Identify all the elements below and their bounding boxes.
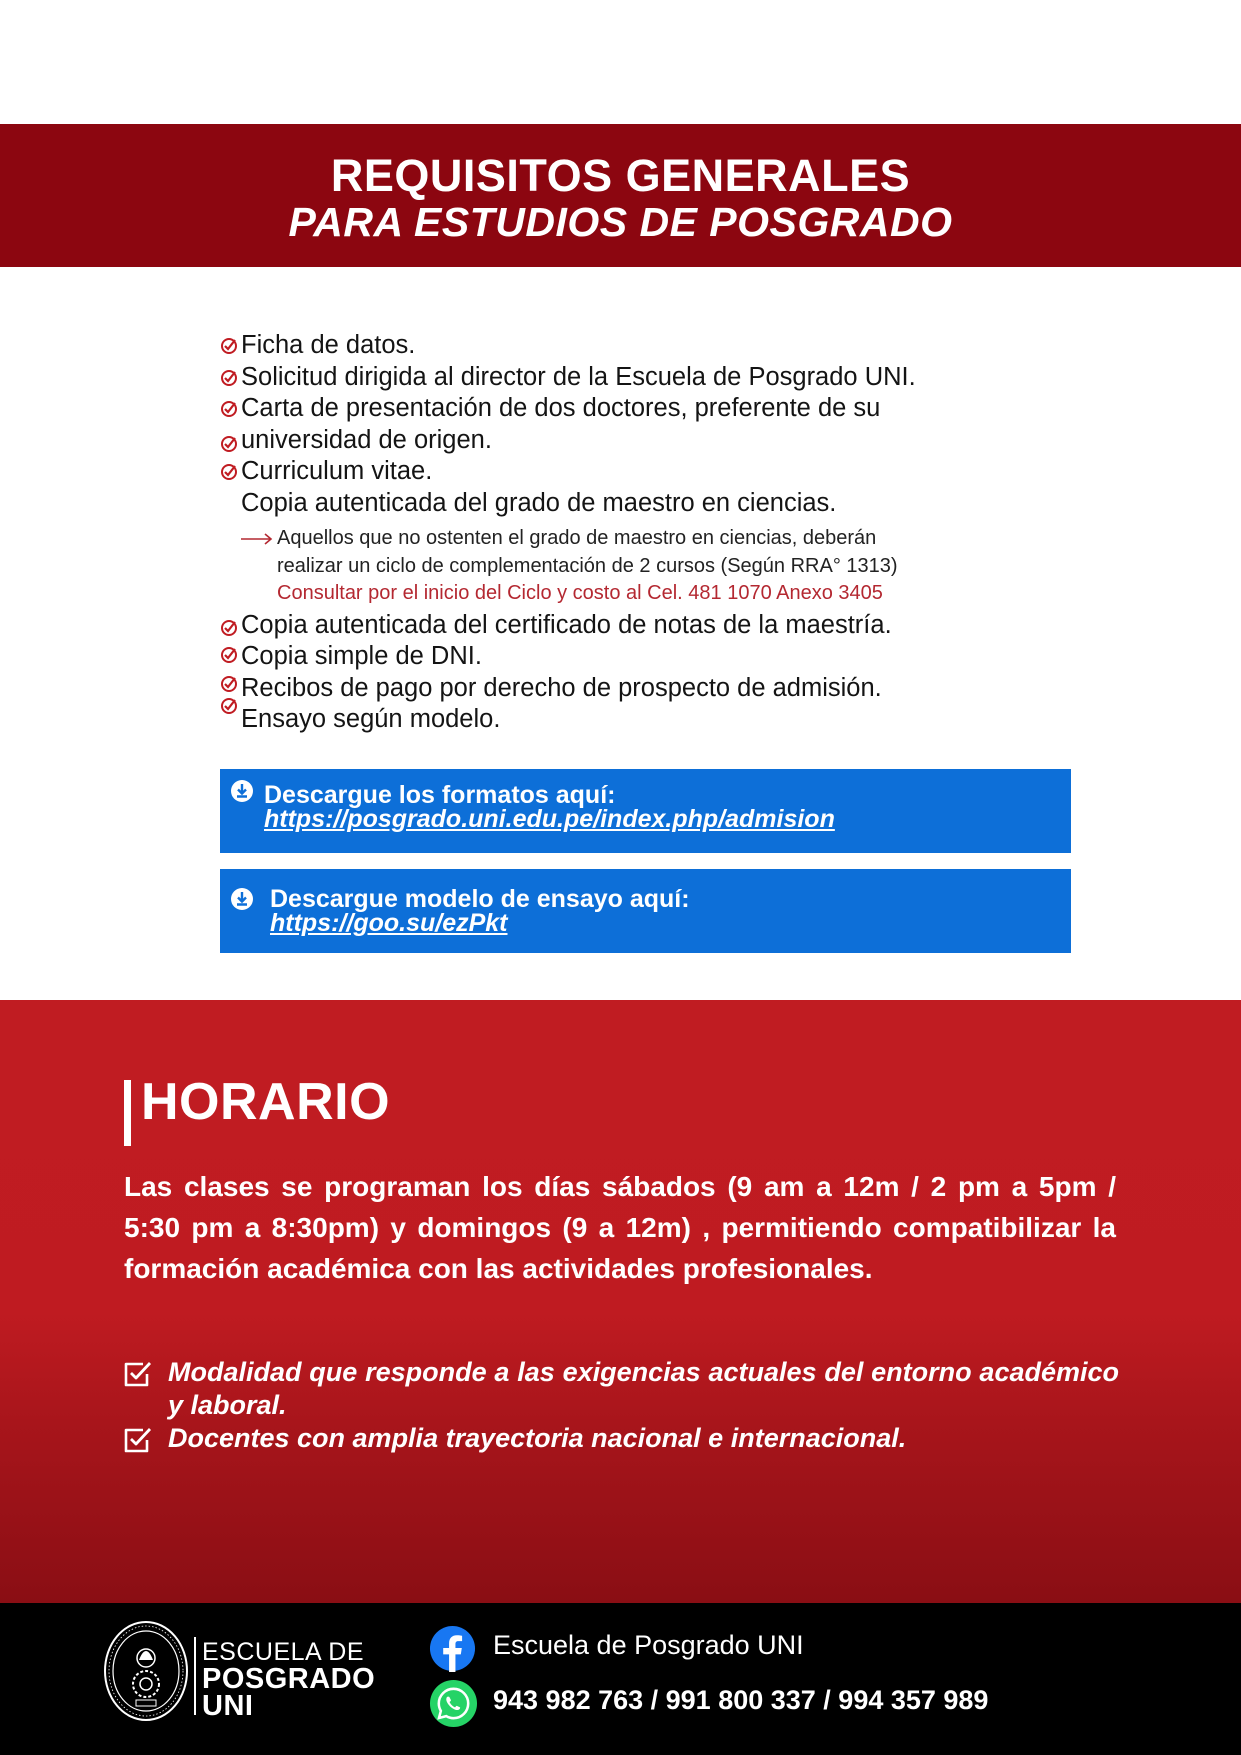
requirement-text: Curriculum vitae. bbox=[241, 457, 433, 485]
list-item bbox=[220, 704, 1080, 736]
check-icon bbox=[220, 619, 238, 637]
school-name-line: ESCUELA DE bbox=[202, 1638, 365, 1666]
logo-divider bbox=[194, 1637, 196, 1715]
schedule-text: (9 am a 12m / 2 pm a 5pm / 5:30 pm a 8:30pm) y bbox=[124, 1171, 1116, 1243]
list-item bbox=[220, 330, 1080, 362]
feature-text: Docentes con amplia trayectoria nacional e internacional. bbox=[168, 1423, 907, 1453]
download-formats-box[interactable] bbox=[220, 769, 1071, 853]
feature-item bbox=[121, 1422, 1119, 1455]
schedule-description bbox=[124, 1166, 1116, 1289]
download-essay-box[interactable] bbox=[220, 869, 1071, 953]
check-icon bbox=[220, 435, 238, 453]
arrow-icon bbox=[241, 533, 273, 545]
download-formats-link[interactable]: https://posgrado.uni.edu.pe/index.php/admision bbox=[264, 805, 835, 833]
school-name-line: UNI bbox=[202, 1690, 254, 1722]
footer bbox=[0, 1603, 1241, 1755]
note-line: Aquellos que no ostenten el grado de maestro en ciencias, deberán bbox=[277, 527, 877, 549]
requirement-text: Copia simple de DNI. bbox=[241, 642, 482, 670]
consult-info: Consultar por el inicio del Ciclo y costo al Cel. 481 1070 Anexo 3405 bbox=[277, 582, 883, 604]
feature-text: Modalidad que responde a las exigencias actuales del entorno académico y laboral. bbox=[168, 1357, 1119, 1420]
page-title: REQUISITOS GENERALES bbox=[330, 150, 911, 201]
requirement-text: Ficha de datos. bbox=[241, 331, 416, 359]
requirement-text: Copia autenticada del grado de maestro en ciencias. bbox=[241, 488, 837, 517]
facebook-page-name[interactable]: Escuela de Posgrado UNI bbox=[493, 1630, 804, 1660]
schedule-days-saturday: sábados bbox=[602, 1171, 716, 1202]
checkbox-check-icon bbox=[121, 1358, 153, 1390]
feature-item bbox=[121, 1356, 1119, 1422]
schedule-section bbox=[0, 1000, 1241, 1603]
schedule-text: (9 a 12m) , permitiendo compatibilizar la formación académica con las actividades profesionales. bbox=[124, 1212, 1116, 1284]
requirement-text: Recibos de pago por derecho de prospecto de admisión. bbox=[241, 673, 882, 702]
check-icon bbox=[220, 337, 238, 355]
requirement-text: Ensayo según modelo. bbox=[241, 705, 501, 733]
check-icon bbox=[220, 675, 238, 693]
list-item bbox=[220, 488, 1080, 520]
check-icon bbox=[220, 369, 238, 387]
check-icon bbox=[220, 463, 238, 481]
download-formats-label: Descargue los formatos aquí: bbox=[264, 781, 616, 809]
header-band bbox=[0, 124, 1241, 267]
list-item bbox=[220, 610, 1080, 642]
check-icon bbox=[220, 646, 238, 664]
list-item bbox=[220, 641, 1080, 673]
school-name-line: POSGRADO bbox=[202, 1663, 376, 1695]
check-icon bbox=[220, 400, 238, 418]
schedule-text: Las clases se programan los días bbox=[124, 1171, 603, 1202]
whatsapp-icon[interactable] bbox=[429, 1679, 478, 1728]
list-item bbox=[220, 393, 1080, 425]
requirement-text: Solicitud dirigida al director de la Escuela de Posgrado UNI. bbox=[241, 362, 916, 391]
whatsapp-numbers[interactable]: 943 982 763 / 991 800 337 / 994 357 989 bbox=[493, 1685, 989, 1715]
download-essay-link[interactable]: https://goo.su/ezPkt bbox=[270, 909, 508, 937]
download-icon bbox=[230, 887, 254, 911]
requirement-text: Copia autenticada del certificado de notas de la maestría. bbox=[241, 610, 892, 639]
page-subtitle: PARA ESTUDIOS DE POSGRADO bbox=[288, 199, 953, 245]
list-item bbox=[220, 425, 1080, 457]
requirement-text: Carta de presentación de dos doctores, preferente de su bbox=[241, 394, 881, 422]
download-essay-label: Descargue modelo de ensayo aquí: bbox=[270, 885, 690, 913]
note-line: realizar un ciclo de complementación de 2 cursos (Según RRA° 1313) bbox=[277, 554, 898, 577]
facebook-icon[interactable] bbox=[429, 1625, 476, 1672]
list-item bbox=[220, 673, 1080, 705]
title-accent-bar bbox=[124, 1080, 131, 1146]
requirement-note bbox=[220, 525, 1080, 608]
list-item bbox=[220, 362, 1080, 394]
requirements-list bbox=[220, 330, 1080, 736]
schedule-title: HORARIO bbox=[141, 1073, 391, 1131]
checkbox-check-icon bbox=[121, 1424, 153, 1456]
download-icon bbox=[230, 779, 254, 803]
requirement-text: universidad de origen. bbox=[241, 425, 492, 454]
list-item bbox=[220, 456, 1080, 488]
uni-seal-logo bbox=[103, 1620, 189, 1722]
schedule-days-sunday: domingos bbox=[417, 1212, 552, 1243]
